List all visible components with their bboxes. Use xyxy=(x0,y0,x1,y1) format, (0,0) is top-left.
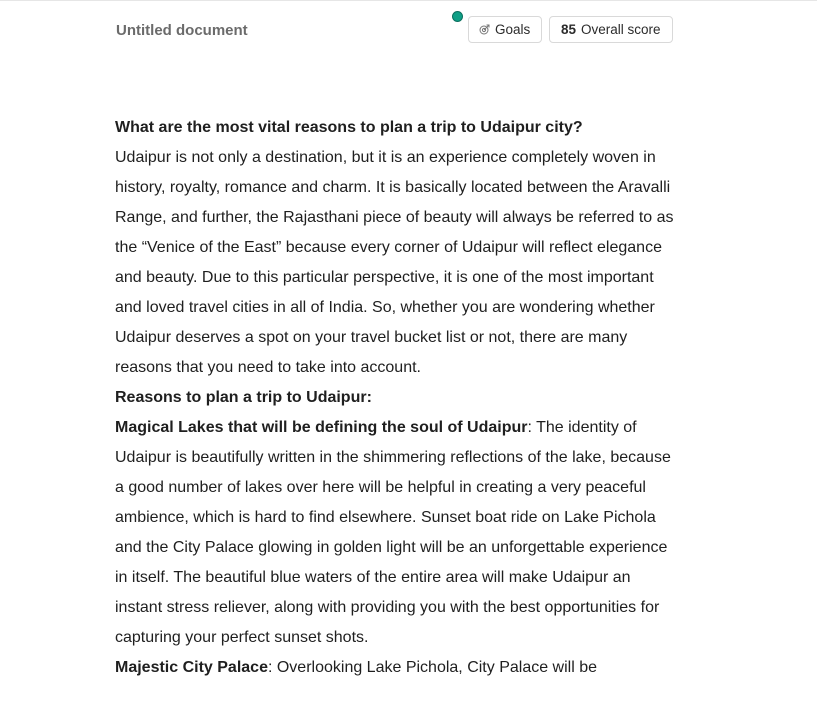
status-indicator xyxy=(452,11,463,22)
overall-score-button[interactable] xyxy=(549,16,673,43)
document-title[interactable]: Untitled document xyxy=(116,22,248,39)
top-divider xyxy=(0,0,817,1)
reason-city-palace xyxy=(115,653,680,683)
goals-label: Goals xyxy=(495,22,531,37)
reason-city-palace-text: : Overlooking Lake Pichola, City Palace will be xyxy=(267,659,598,676)
reason-lakes-text: : The identity of Udaipur is beautifully written in the shimmering reflections of the lake, because a good number of lakes over here will be helpful in creating a very peaceful ambience, which is hard to find elsewhere. Sunset boat ride on Lake Pichola and the City Palace glowing in golden light will be an unforgettable experience in itself. The beautiful blue waters of the entire area will make Udaipur an instant stress reliever, along with providing you with the best opportunities for capturing your perfect sunset shots. xyxy=(115,419,671,646)
reason-lakes xyxy=(115,413,680,653)
goals-button[interactable] xyxy=(468,16,542,43)
document-body[interactable] xyxy=(115,113,680,683)
heading-reasons: Reasons to plan a trip to Udaipur: xyxy=(115,389,372,406)
intro-paragraph: Udaipur is not only a destination, but it is an experience completely woven in history, royalty, romance and charm. It is basically located between the Aravalli Range, and further, the Rajasthani piece of beauty will always be referred to as the “Venice of the East” because every corner of Udaipur will reflect elegance and beauty. Due to this particular perspective, it is one of the most important and loved travel cities in all of India. So, whether you are wondering whether Udaipur deserves a spot on your travel bucket list or not, there are many reasons that you need to take into account. xyxy=(115,149,674,376)
reason-lakes-title: Magical Lakes that will be defining the soul of Udaipur xyxy=(115,419,528,436)
score-value: 85 xyxy=(561,22,577,37)
score-label: Overall score xyxy=(581,22,661,37)
target-arrow-icon xyxy=(479,24,490,35)
heading-vital-reasons: What are the most vital reasons to plan a trip to Udaipur city? xyxy=(115,119,583,136)
reason-city-palace-title: Majestic City Palace xyxy=(115,659,268,676)
